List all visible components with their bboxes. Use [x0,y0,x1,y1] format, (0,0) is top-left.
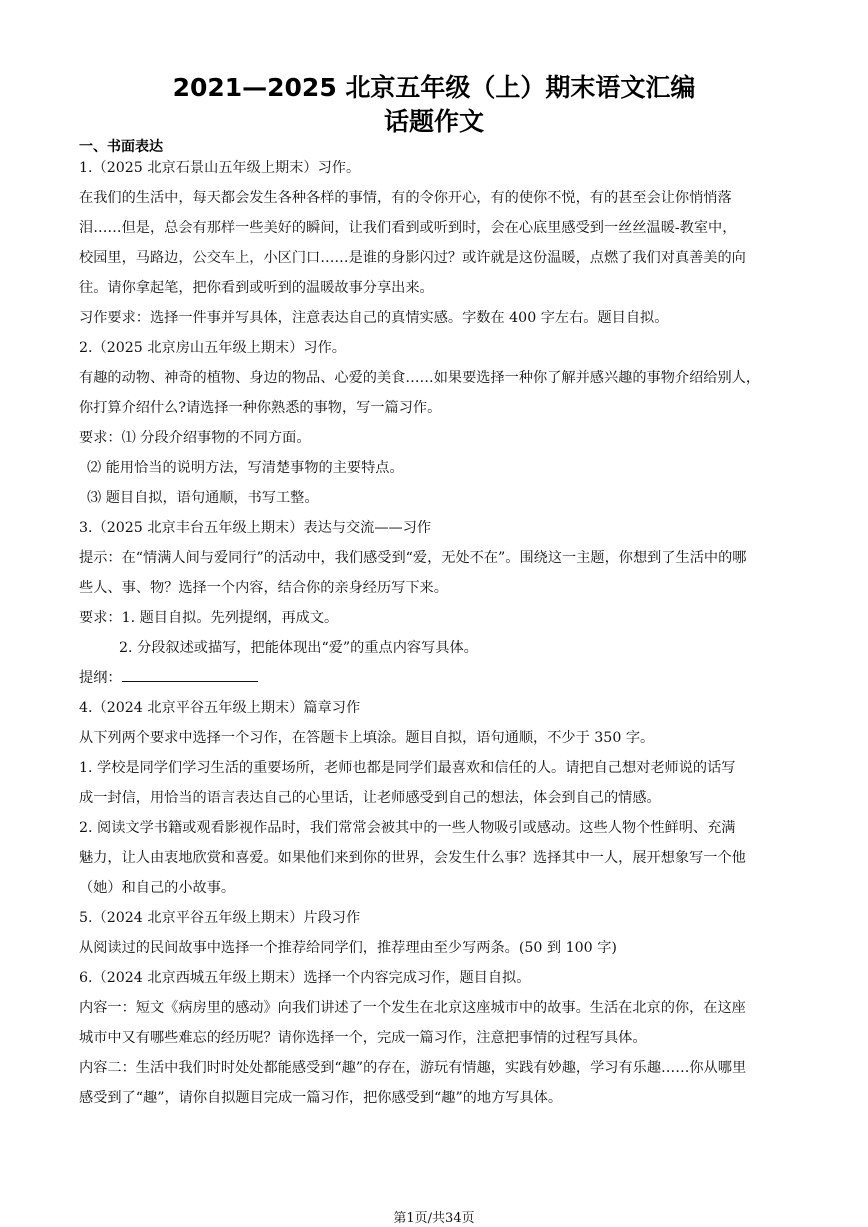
question-5-header: 5.（2024 北京平谷五年级上期末）片段习作 [79,910,361,926]
question-3-text: 些人、事、物？选择一个内容，结合你的亲身经历写下来。 [79,580,448,596]
question-1-text: 校园里，马路边，公交车上，小区门口……是谁的身影闪过？或许就是这份温暖，点燃了我们对真善美的向 [79,250,746,266]
question-2-header: 2.（2025 北京房山五年级上期末）习作。 [79,340,346,356]
question-1-text: 泪……但是，总会有那样一些美好的瞬间，让我们看到或听到时，会在心底里感受到一丝丝温暖-教室中， [79,220,737,236]
question-2-text: 你打算介绍什么?请选择一种你熟悉的事物，写一篇习作。 [79,400,442,416]
question-1-requirement: 习作要求：选择一件事并写具体，注意表达自己的真情实感。字数在 400 字左右。题目自拟。 [79,310,669,326]
question-6-text: 内容一：短文《病房里的感动》向我们讲述了一个发生在北京这座城市中的故事。生活在北京的你，在这座 [79,1000,746,1016]
outline-label: 提纲： [79,670,122,686]
question-4-text: （她）和自己的小故事。 [79,880,236,896]
question-3-outline-line [79,663,799,693]
question-4-text: 2. 阅读文学书籍或观看影视作品时，我们常常会被其中的一些人物吸引或感动。这些人物个性鲜明、充满 [79,820,736,836]
question-1-header: 1.（2025 北京石景山五年级上期末）习作。 [79,160,361,176]
question-2-text: 有趣的动物、神奇的植物、身边的物品、心爱的美食……如果要选择一种你了解并感兴趣的事物介绍给别人， [79,370,761,386]
question-4-text: 从下列两个要求中选择一个习作，在答题卡上填涂。题目自拟，语句通顺，不少于 350 字。 [79,730,655,746]
document-title: 2021—2025 北京五年级（上）期末语文汇编 [172,73,696,102]
question-1-text: 往。请你拿起笔，把你看到或听到的温暖故事分享出来。 [79,280,434,296]
question-3-requirement: 要求：1. 题目自拟。先列提纲，再成文。 [79,610,339,626]
question-6-text: 内容二：生活中我们时时处处都能感受到“趣”的存在，游玩有情趣，实践有妙趣，学习有乐趣……你从哪里 [79,1060,747,1076]
question-6-text: 城市中又有哪些难忘的经历呢？请你选择一个，完成一篇习作，注意把事情的过程写具体。 [79,1030,647,1046]
page-number: 第1页/共34页 [393,1211,475,1226]
question-3-header: 3.（2025 北京丰台五年级上期末）表达与交流——习作 [79,520,432,536]
question-1-text: 在我们的生活中，每天都会发生各种各样的事情，有的令你开心，有的使你不悦，有的甚至会让你悄悄落 [79,190,732,206]
document-subtitle: 话题作文 [383,107,484,136]
question-5-text: 从阅读过的民间故事中选择一个推荐给同学们，推荐理由至少写两条。(50 到 100 字) [79,940,617,956]
question-4-text: 1. 学校是同学们学习生活的重要场所，老师也都是同学们最喜欢和信任的人。请把自己想对老师说的话写 [79,760,736,776]
question-2-requirement: 要求：⑴ 分段介绍事物的不同方面。 [79,430,311,446]
question-6-header: 6.（2024 北京西城五年级上期末）选择一个内容完成习作，题目自拟。 [79,970,531,986]
document-body [79,153,799,1113]
question-3-text: 提示：在“情满人间与爱同行”的活动中，我们感受到“爱，无处不在”。围绕这一主题，你想到了生活中的哪 [79,550,747,566]
question-6-text: 感受到了“趣”，请你自拟题目完成一篇习作，把你感受到“趣”的地方写具体。 [79,1090,563,1106]
question-4-text: 成一封信，用恰当的语言表达自己的心里话，让老师感受到自己的想法，体会到自己的情感。 [79,790,661,806]
question-4-header: 4.（2024 北京平谷五年级上期末）篇章习作 [79,700,361,716]
outline-blank [122,665,258,682]
question-4-text: 魅力，让人由衷地欣赏和喜爱。如果他们来到你的世界，会发生什么事？选择其中一人，展开想象写一个他 [79,850,746,866]
question-2-requirement: ⑶ 题目自拟，语句通顺，书写工整。 [87,490,319,506]
section-heading: 一、书面表达 [79,139,163,155]
question-2-requirement: ⑵ 能用恰当的说明方法，写清楚事物的主要特点。 [87,460,404,476]
question-3-requirement: 2. 分段叙述或描写，把能体现出“爱”的重点内容写具体。 [119,640,478,656]
